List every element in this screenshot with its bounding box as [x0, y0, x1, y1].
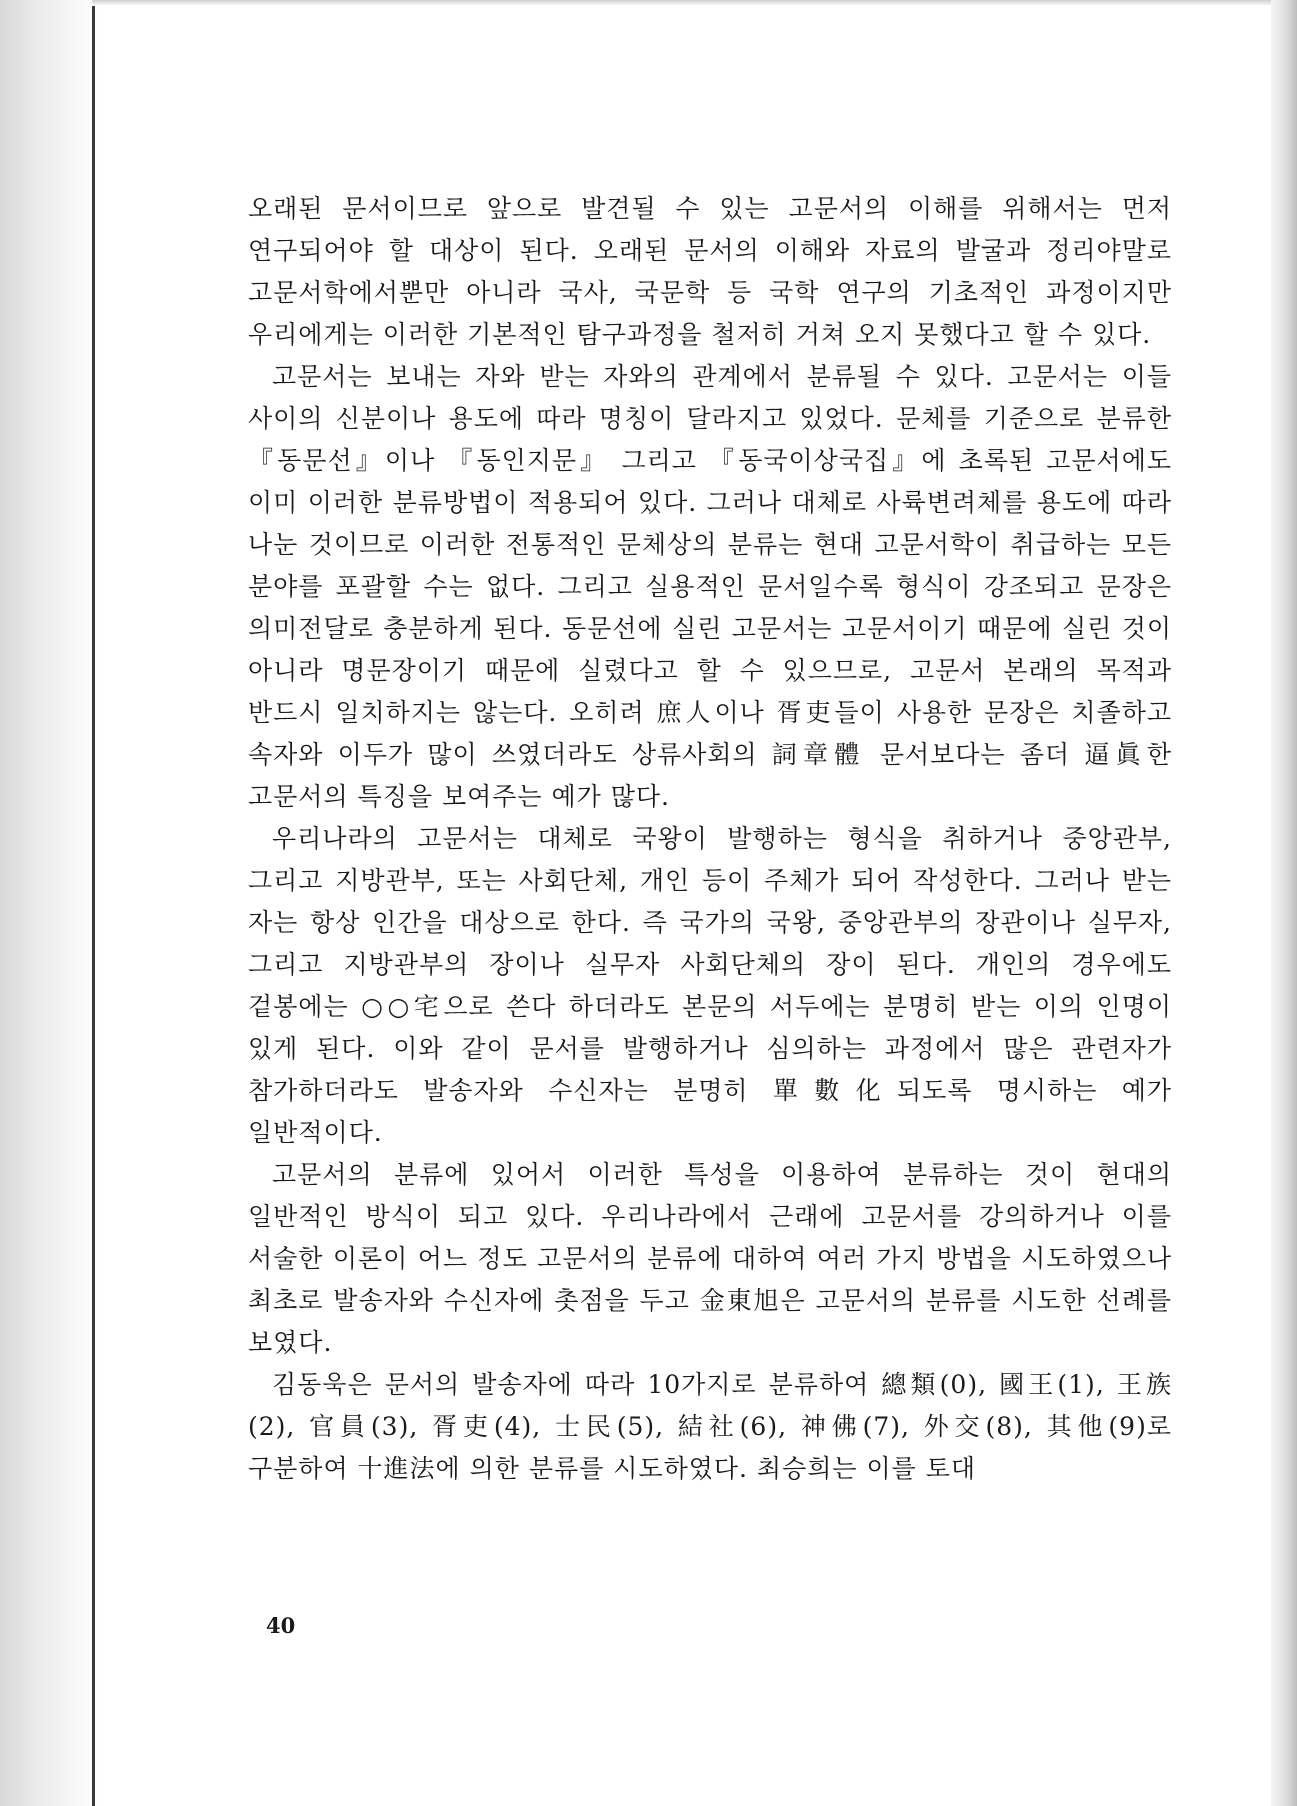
paragraph-1: 오래된 문서이므로 앞으로 발견될 수 있는 고문서의 이해를 위해서는 먼저 연구되어야 할 대상이 된다. 오래된 문서의 이해와 자료의 발굴과 정리야말로 고문서학에서뿐만 아니라 국사, 국문학 등 국학 연구의 기초적인 과정이지만 우리에게는 이러한 기본적인 탐구과정을 철저히 거쳐 오지 못했다고 할 수 있다. [248, 194, 1172, 349]
paragraph-3: 우리나라의 고문서는 대체로 국왕이 발행하는 형식을 취하거나 중앙관부, 그리고 지방관부, 또는 사회단체, 개인 등이 주체가 되어 작성한다. 그러나 받는 자는 항상 인간을 대상으로 한다. 즉 국가의 국왕, 중앙관부의 장관이나 실무자, 그리고 지방관부의 장이나 실무자 사회단체의 장이 된다. 개인의 경우에도 겉봉에는 ○○宅으로 쓴다 하더라도 본문의 서두에는 분명히 받는 이의 인명이 있게 된다. 이와 같이 문서를 발행하거나 심의하는 과정에서 많은 관련자가 참가하더라도 발송자와 수신자는 분명히 單數化되도록 명시하는 예가 일반적이다. [248, 824, 1172, 1147]
page-edge-shadow [1271, 0, 1297, 1806]
binding-shadow [0, 0, 100, 1806]
body-text [248, 188, 1172, 1490]
paragraph-2: 고문서는 보내는 자와 받는 자와의 관계에서 분류될 수 있다. 고문서는 이들 사이의 신분이나 용도에 따라 명칭이 달라지고 있었다. 문체를 기준으로 분류한 『동문선』이나 『동인지문』 그리고 『동국이상국집』에 초록된 고문서에도 이미 이러한 분류방법이 적용되어 있다. 그러나 대체로 사륙변려체를 용도에 따라 나눈 것이므로 이러한 전통적인 문체상의 분류는 현대 고문서학이 취급하는 모든 분야를 포괄할 수는 없다. 그리고 실용적인 문서일수록 형식이 강조되고 문장은 의미전달로 충분하게 된다. 동문선에 실린 고문서는 고문서이기 때문에 실린 것이 아니라 명문장이기 때문에 실렸다고 할 수 있으므로, 고문서 본래의 목적과 반드시 일치하지는 않는다. 오히려 庶人이나 胥吏들이 사용한 문장은 치졸하고 속자와 이두가 많이 쓰였더라도 상류사회의 詞章體 문서보다는 좀더 逼眞한 고문서의 특징을 보여주는 예가 많다. [248, 362, 1172, 811]
paragraph-5: 김동욱은 문서의 발송자에 따라 10가지로 분류하여 總類(0), 國王(1), 王族(2), 官員(3), 胥吏(4), 士民(5), 結社(6), 神佛(7), 外交(8), 其他(9)로 구분하여 十進法에 의한 분류를 시도하였다. 최승희는 이를 토대 [248, 1370, 1172, 1483]
paragraph-4: 고문서의 분류에 있어서 이러한 특성을 이용하여 분류하는 것이 현대의 일반적인 방식이 되고 있다. 우리나라에서 근래에 고문서를 강의하거나 이를 서술한 이론이 어느 정도 고문서의 분류에 대하여 여러 가지 방법을 시도하였으나 최초로 발송자와 수신자에 촛점을 두고 金東旭은 고문서의 분류를 시도한 선례를 보였다. [248, 1160, 1172, 1357]
binding-line [92, 0, 95, 1806]
page-top-edge [92, 0, 1271, 6]
page-number: 40 [266, 1613, 296, 1638]
